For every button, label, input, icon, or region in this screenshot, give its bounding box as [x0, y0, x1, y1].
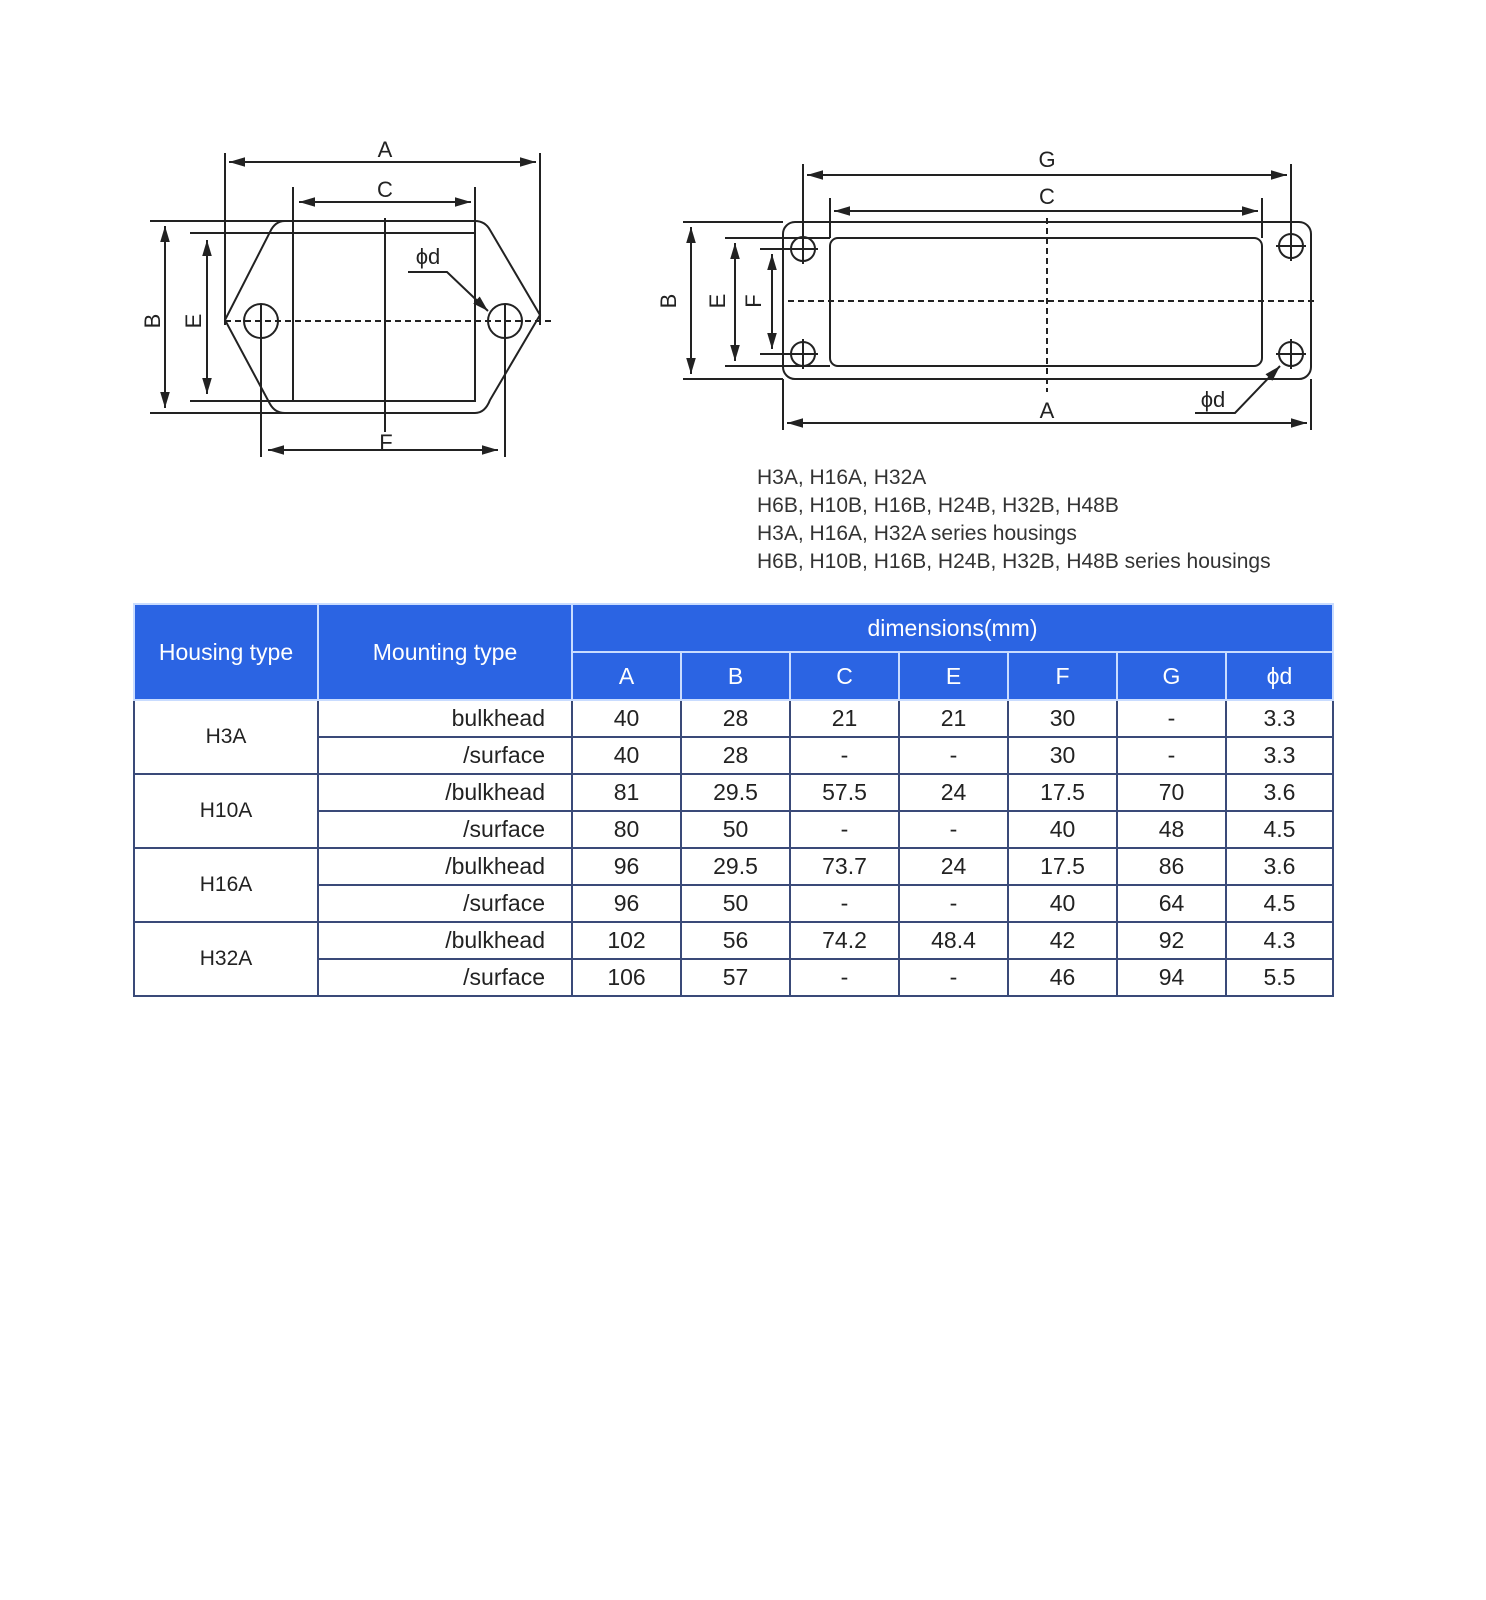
header-col-b: B [681, 652, 790, 700]
label-phi-d: ϕd [1200, 387, 1226, 412]
label-e: E [181, 313, 206, 329]
dimension-cell: 74.2 [790, 922, 899, 959]
dimension-cell: 24 [899, 774, 1008, 811]
dimension-cell: 3.6 [1226, 774, 1333, 811]
dimension-cell: 86 [1117, 848, 1226, 885]
dimension-cell: 3.3 [1226, 700, 1333, 737]
dimension-cell: 80 [572, 811, 681, 848]
label-c: C [377, 177, 393, 202]
label-c: C [1039, 184, 1055, 209]
label-b: B [656, 293, 681, 309]
mounting-type-cell: /surface [318, 959, 572, 996]
dimension-cell: - [790, 811, 899, 848]
dimension-cell: 73.7 [790, 848, 899, 885]
right-housing-drawing [656, 147, 1318, 430]
label-g: G [1038, 147, 1056, 172]
header-col-e: E [899, 652, 1008, 700]
dimension-cell: - [899, 959, 1008, 996]
header-housing-type: Housing type [134, 604, 318, 700]
caption-line: H3A, H16A, H32A series housings [757, 522, 1077, 545]
dimension-cell: - [790, 885, 899, 922]
dimensions-table [133, 603, 1334, 997]
dimension-cell: 96 [572, 885, 681, 922]
dimension-cell: 17.5 [1008, 774, 1117, 811]
dimension-cell: 40 [1008, 811, 1117, 848]
dimension-cell: - [1117, 737, 1226, 774]
label-e: E [705, 293, 730, 309]
housing-type-cell: H3A [134, 700, 318, 774]
caption-line: H6B, H10B, H16B, H24B, H32B, H48B series housings [757, 550, 1271, 573]
dimension-cell: 24 [899, 848, 1008, 885]
dimension-cell: 92 [1117, 922, 1226, 959]
dimension-cell: 29.5 [681, 774, 790, 811]
dimension-cell: 42 [1008, 922, 1117, 959]
header-col-g: G [1117, 652, 1226, 700]
dimension-cell: 50 [681, 885, 790, 922]
dimension-cell: - [899, 885, 1008, 922]
dimension-cell: 4.5 [1226, 885, 1333, 922]
dimension-cell: 56 [681, 922, 790, 959]
dimension-cell: 28 [681, 737, 790, 774]
table-row [134, 700, 1333, 737]
mounting-type-cell: /surface [318, 737, 572, 774]
dimension-cell: 102 [572, 922, 681, 959]
mounting-type-cell: /surface [318, 811, 572, 848]
left-housing-drawing [140, 137, 552, 457]
dimension-cell: 57 [681, 959, 790, 996]
dimension-cell: 64 [1117, 885, 1226, 922]
table-row [134, 774, 1333, 811]
dimension-cell: 28 [681, 700, 790, 737]
header-col-phi-d: ϕd [1226, 652, 1333, 700]
dimension-cell: 5.5 [1226, 959, 1333, 996]
mounting-type-cell: /surface [318, 885, 572, 922]
header-col-c: C [790, 652, 899, 700]
dimension-cell: 48.4 [899, 922, 1008, 959]
dimension-cell: - [1117, 700, 1226, 737]
housing-type-cell: H16A [134, 848, 318, 922]
dimension-cell: - [899, 737, 1008, 774]
dimension-cell: 29.5 [681, 848, 790, 885]
dimension-cell: 4.5 [1226, 811, 1333, 848]
dimension-cell: 81 [572, 774, 681, 811]
dimension-cell: 4.3 [1226, 922, 1333, 959]
header-col-a: A [572, 652, 681, 700]
dimension-cell: 70 [1117, 774, 1226, 811]
dimension-cell: 40 [1008, 885, 1117, 922]
label-f: F [741, 294, 766, 308]
dimension-cell: 30 [1008, 737, 1117, 774]
dimension-cell: - [790, 737, 899, 774]
mounting-type-cell: /bulkhead [318, 922, 572, 959]
dimension-cell: - [899, 811, 1008, 848]
housing-type-cell: H10A [134, 774, 318, 848]
dimension-cell: 3.6 [1226, 848, 1333, 885]
dimension-cell: 30 [1008, 700, 1117, 737]
mounting-type-cell: /bulkhead [318, 774, 572, 811]
label-phi-d: ϕd [415, 244, 441, 269]
dimension-cell: 40 [572, 737, 681, 774]
table-row [134, 848, 1333, 885]
dimension-cell: 40 [572, 700, 681, 737]
label-a: A [377, 137, 393, 162]
housing-type-cell: H32A [134, 922, 318, 996]
caption-line: H3A, H16A, H32A [757, 466, 927, 489]
dimension-cell: 50 [681, 811, 790, 848]
table-row [134, 922, 1333, 959]
dimension-cell: 3.3 [1226, 737, 1333, 774]
header-dimensions: dimensions(mm) [572, 604, 1333, 652]
caption-line: H6B, H10B, H16B, H24B, H32B, H48B [757, 494, 1119, 517]
dimension-cell: 17.5 [1008, 848, 1117, 885]
dimension-cell: 21 [899, 700, 1008, 737]
dimension-cell: 46 [1008, 959, 1117, 996]
header-col-f: F [1008, 652, 1117, 700]
dimension-cell: - [790, 959, 899, 996]
dimension-cell: 48 [1117, 811, 1226, 848]
mounting-type-cell: bulkhead [318, 700, 572, 737]
series-caption [757, 464, 1271, 576]
label-f: F [379, 430, 393, 455]
label-b: B [140, 313, 165, 329]
dimension-cell: 21 [790, 700, 899, 737]
dimension-cell: 96 [572, 848, 681, 885]
dimension-cell: 57.5 [790, 774, 899, 811]
dimension-cell: 94 [1117, 959, 1226, 996]
label-a: A [1039, 398, 1055, 423]
header-mounting-type: Mounting type [318, 604, 572, 700]
dimension-cell: 106 [572, 959, 681, 996]
mounting-type-cell: /bulkhead [318, 848, 572, 885]
